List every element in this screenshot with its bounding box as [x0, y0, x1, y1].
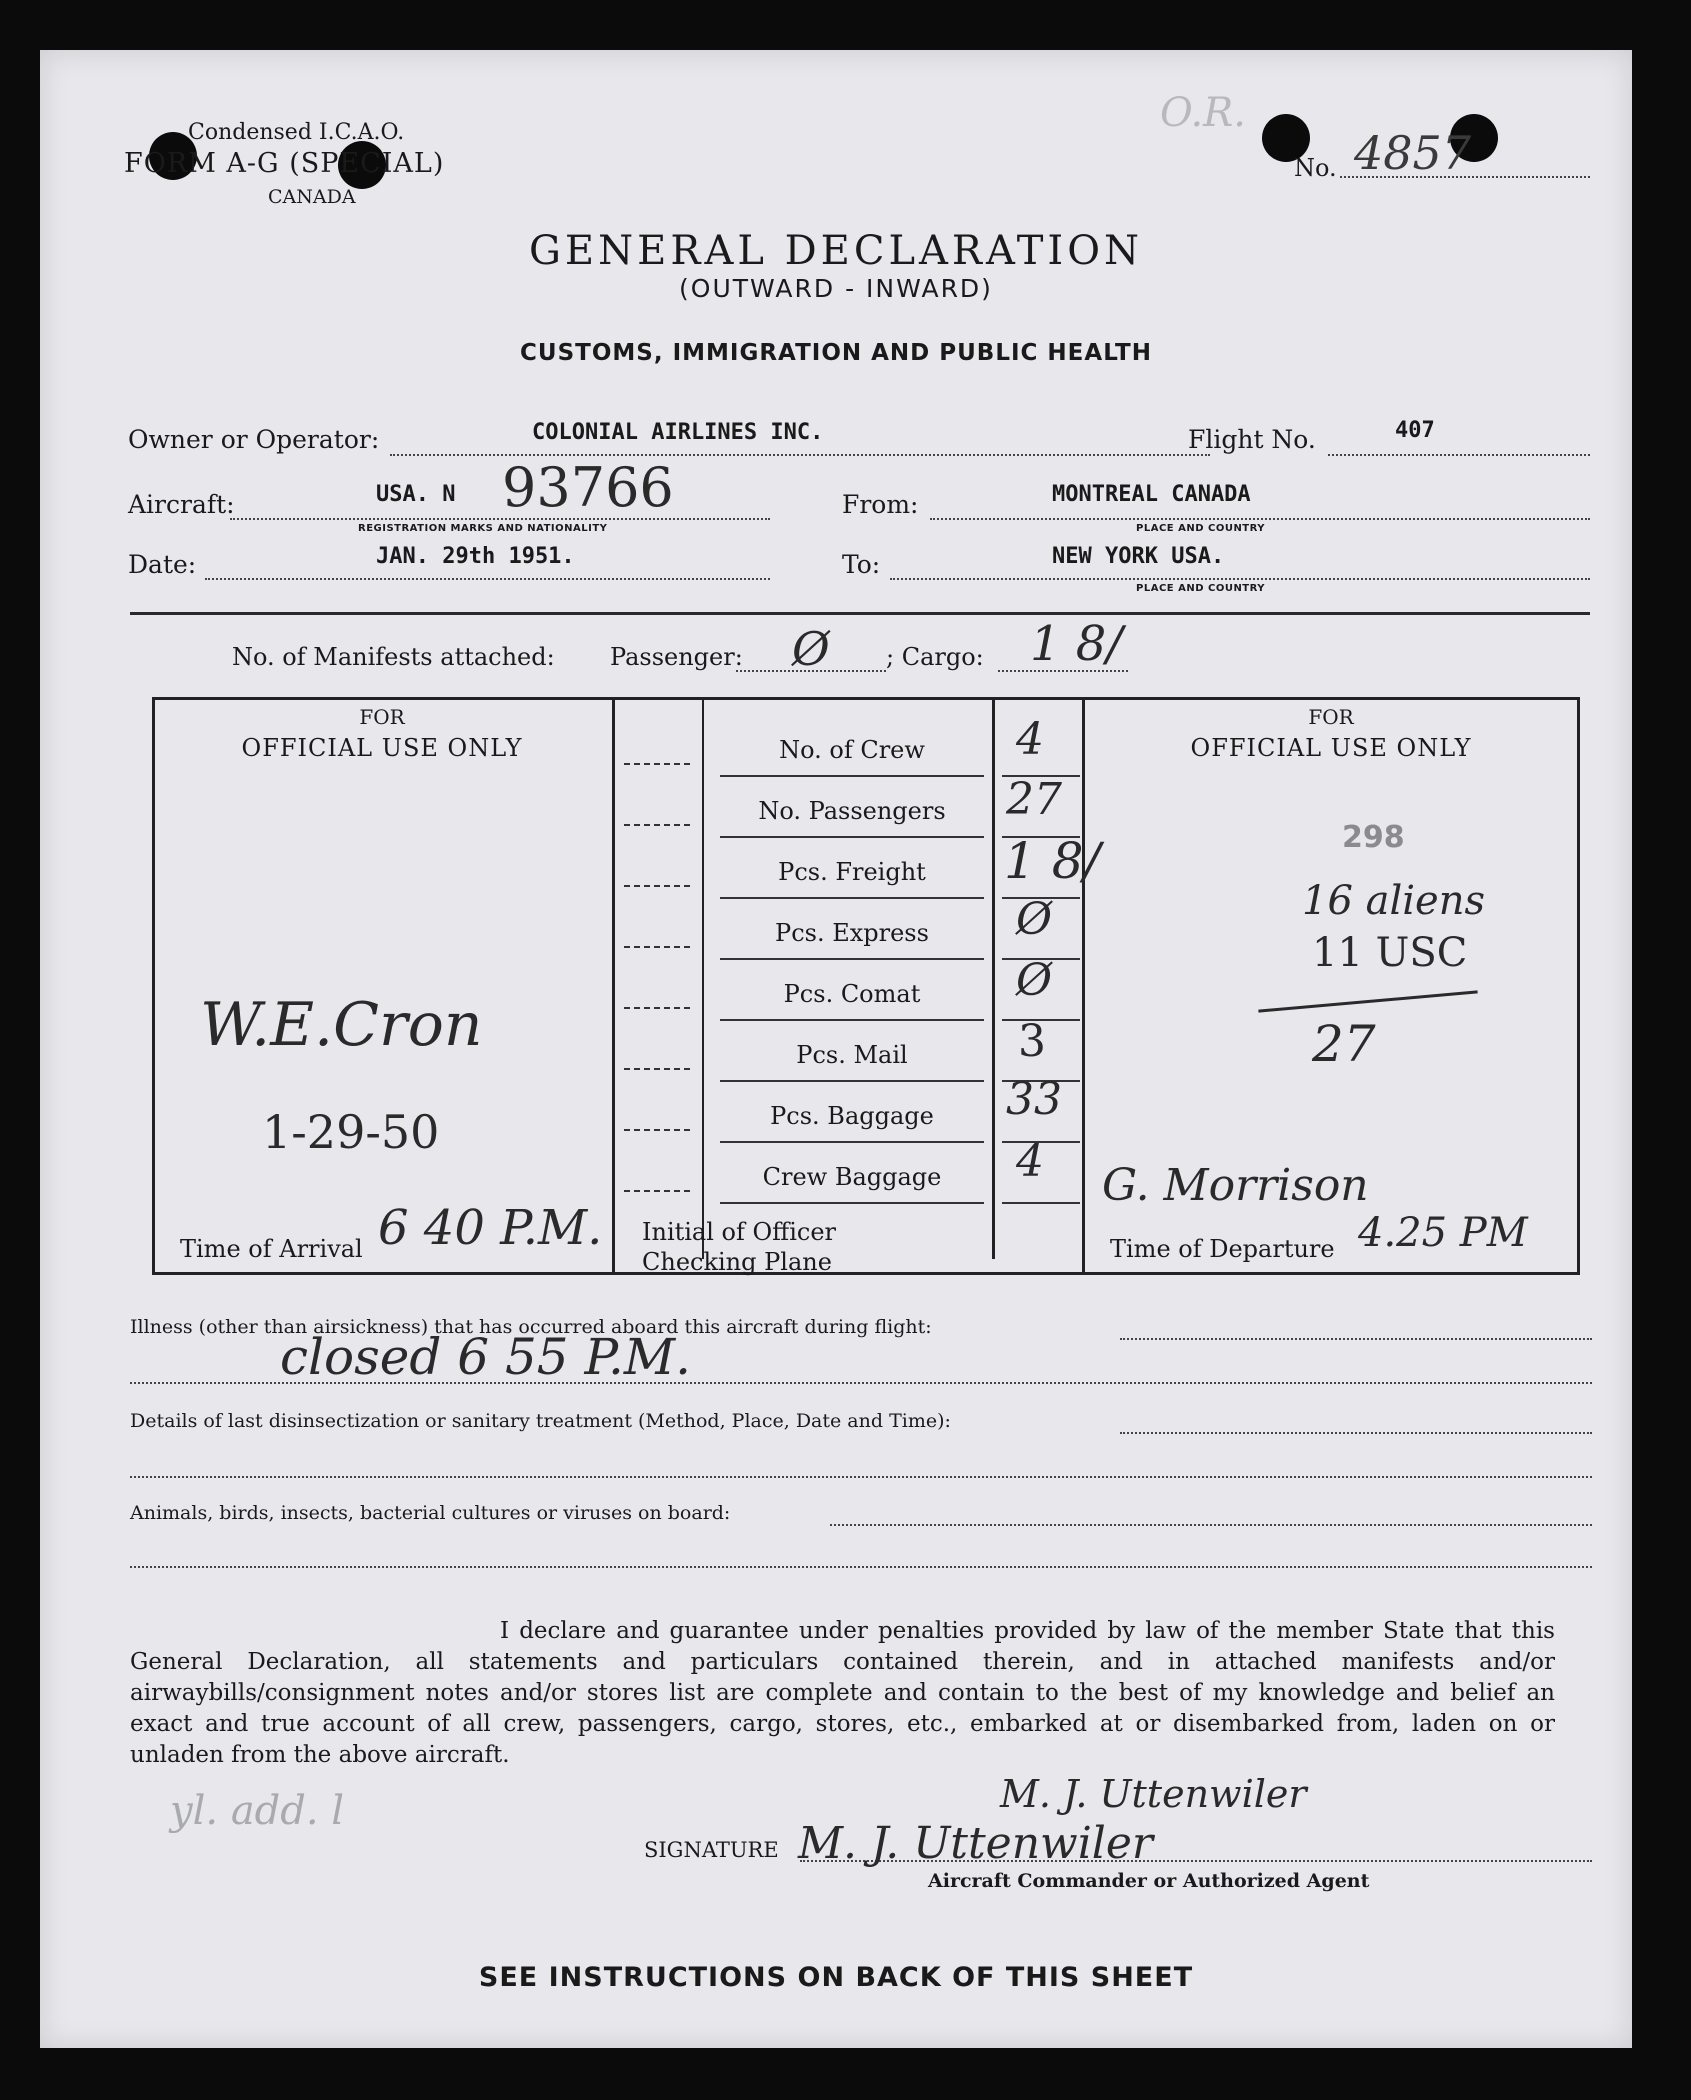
manifest-cargo-value: 1 8/ — [1030, 616, 1123, 672]
count-value-mail: 3 — [1018, 1016, 1046, 1067]
right-for-label: FOR — [1308, 705, 1354, 729]
count-label-crew-baggage: Crew Baggage — [762, 1163, 942, 1191]
table-divider — [612, 697, 615, 1275]
signature-label: SIGNATURE — [644, 1838, 779, 1862]
illness-handwritten: closed 6 55 P.M. — [280, 1328, 691, 1386]
number-value: 4857 — [1354, 126, 1472, 180]
from-value: MONTREAL CANADA — [1052, 482, 1251, 507]
footer-instructions: SEE INSTRUCTIONS ON BACK OF THIS SHEET — [478, 1962, 1194, 1993]
count-label-mail: Pcs. Mail — [796, 1041, 908, 1069]
divider — [130, 612, 1590, 615]
owner-value: COLONIAL AIRLINES INC. — [532, 420, 824, 445]
initial-officer-line1: Initial of Officer — [642, 1218, 837, 1246]
count-label-comat: Pcs. Comat — [783, 980, 921, 1008]
officer-date: 1-29-50 — [262, 1105, 440, 1159]
form-line3: CANADA — [268, 186, 356, 208]
count-value-freight: 1 8/ — [1004, 832, 1101, 890]
count-label-express: Pcs. Express — [775, 919, 929, 947]
flight-value: 407 — [1395, 418, 1435, 443]
from-label: From: — [842, 490, 919, 519]
manifest-passenger-value: Ø — [792, 622, 830, 676]
department-line: CUSTOMS, IMMIGRATION AND PUBLIC HEALTH — [520, 340, 1152, 366]
aircraft-label: Aircraft: — [128, 490, 235, 519]
date-label: Date: — [128, 550, 197, 579]
table-divider — [702, 697, 704, 1259]
declaration-sheet — [40, 50, 1632, 2048]
left-for-label: FOR — [359, 705, 405, 729]
departure-value: 4.25 PM — [1358, 1210, 1528, 1256]
illness-label: Illness (other than airsickness) that has occurred aboard this aircraft during flight: — [130, 1316, 932, 1338]
from-sublabel: PLACE AND COUNTRY — [1136, 523, 1266, 534]
departure-label: Time of Departure — [1110, 1235, 1335, 1263]
count-value-crew: 4 — [1016, 714, 1044, 765]
count-label-crew: No. of Crew — [779, 736, 925, 764]
count-value-crew-baggage: 4 — [1016, 1136, 1044, 1187]
signature-caption: Aircraft Commander or Authorized Agent — [928, 1870, 1370, 1892]
number-label: No. — [1294, 154, 1337, 182]
aircraft-value: USA. N — [376, 482, 456, 507]
aircraft-handwritten: 93766 — [502, 456, 674, 519]
initial-officer-line2: Checking Plane — [642, 1248, 832, 1276]
manifests-label: No. of Manifests attached: — [232, 643, 555, 671]
to-value: NEW YORK USA. — [1052, 544, 1225, 569]
arrival-value: 6 40 P.M. — [378, 1200, 603, 1256]
signature-above: M. J. Uttenwiler — [1000, 1772, 1307, 1816]
table-divider — [992, 697, 995, 1259]
form-line1: Condensed I.C.A.O. — [188, 120, 405, 145]
page-title: GENERAL DECLARATION — [528, 228, 1144, 274]
page-subtitle: (OUTWARD - INWARD) — [679, 274, 993, 303]
stamp-number: 298 — [1342, 820, 1405, 855]
disinsectization-label: Details of last disinsectization or sanitary treatment (Method, Place, Date and Time): — [130, 1410, 951, 1432]
to-label: To: — [842, 550, 881, 579]
counts-column — [712, 722, 992, 1262]
count-label-passengers: No. Passengers — [758, 797, 946, 825]
to-sublabel: PLACE AND COUNTRY — [1136, 583, 1266, 594]
animals-label: Animals, birds, insects, bacterial cultures or viruses on board: — [130, 1502, 731, 1524]
aliens-note: 16 aliens — [1302, 878, 1486, 924]
right-official-title: OFFICIAL USE ONLY — [1190, 734, 1472, 762]
manifest-cargo-label: ; Cargo: — [886, 643, 984, 671]
flight-label: Flight No. — [1188, 425, 1316, 454]
count-label-baggage: Pcs. Baggage — [770, 1102, 934, 1130]
usc-note: 11 USC — [1312, 930, 1468, 976]
faint-notation: yl. add. l — [170, 1788, 345, 1834]
count-value-express: Ø — [1016, 894, 1053, 945]
count-value-comat: Ø — [1016, 955, 1053, 1006]
owner-label: Owner or Operator: — [128, 425, 380, 454]
left-official-title: OFFICIAL USE ONLY — [241, 734, 523, 762]
arrival-label: Time of Arrival — [180, 1235, 363, 1263]
officer-signature: W.E.Cron — [200, 990, 483, 1060]
count-value-baggage: 33 — [1006, 1074, 1062, 1125]
counts-values — [996, 714, 1101, 1262]
manifest-passenger-label: Passenger: — [610, 643, 743, 671]
count-label-freight: Pcs. Freight — [778, 858, 926, 886]
passenger-total: 27 — [1312, 1015, 1376, 1073]
date-value: JAN. 29th 1951. — [376, 544, 575, 569]
officer-initials: G. Morrison — [1102, 1160, 1369, 1211]
or-stamp: O.R. — [1160, 90, 1246, 136]
signature-handwritten: M. J. Uttenwiler — [798, 1818, 1153, 1869]
count-value-passengers: 27 — [1006, 774, 1062, 825]
form-line2: FORM A-G (SPECIAL) — [124, 148, 445, 179]
declaration-text: I declare and guarantee under penalties provided by law of the member State that this General Declaration, all statements and particulars contained therein, and in attached manifests and/or airwaybills/consignment notes and/or stores list are complete and contain to the best of my knowledge and belief an exact and true account of all crew, passengers, cargo, stores, etc., embarked at or disembarked from, laden on or unladen from the above aircraft. — [130, 1618, 1555, 1768]
aircraft-sublabel: REGISTRATION MARKS AND NATIONALITY — [358, 523, 608, 534]
